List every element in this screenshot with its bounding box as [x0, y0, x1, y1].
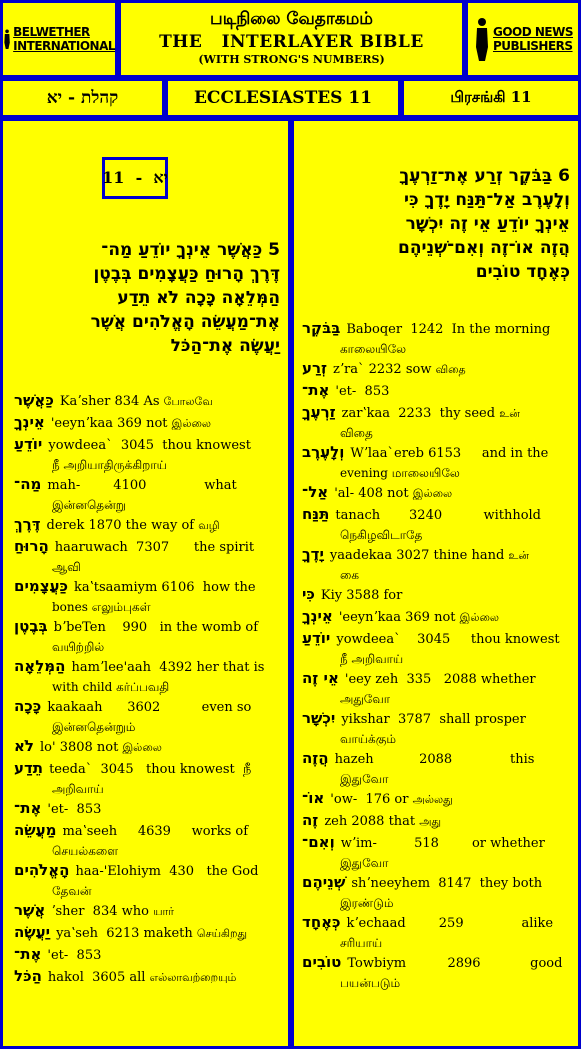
tamil-gloss: அது — [419, 815, 442, 828]
tamil-gloss: இல்லை — [171, 417, 212, 430]
word-entry — [302, 442, 570, 464]
english-reference — [165, 78, 401, 118]
hebrew-word: הַכֹּל — [14, 967, 42, 985]
word-entry — [14, 758, 280, 780]
gloss-text: teeda` 3045 thou knowest நீ — [49, 762, 252, 777]
left-word-list — [14, 390, 280, 988]
hebrew-word: וְאִם־ — [302, 833, 335, 851]
tamil-gloss: அல்லது — [412, 793, 453, 806]
word-entry — [302, 832, 570, 854]
gloss-text: zarʽkaa 2233 thy seed — [341, 406, 496, 421]
verse-line: 6 בַּבֹּקֶר זְרַע אֶת־זַרְעֶךָ — [399, 166, 570, 186]
tamil-gloss: உன் — [508, 549, 530, 562]
gloss-continuation: இன்னதென்றும் — [52, 720, 136, 734]
gloss-text: maʽseeh 4639 works of — [62, 824, 249, 839]
gloss-continuation: நீ அறிவாய் — [340, 652, 404, 666]
gloss-text: hazeh 2088 this — [334, 752, 535, 767]
gloss-text: kʼechaad 259 alike — [346, 916, 554, 931]
gloss-continuation: இதுவோ — [340, 856, 389, 870]
gloss-continuation: நீ அறியாதிருக்கிறாய் — [52, 458, 167, 472]
hebrew-word: זַרְעֶךָ — [302, 403, 336, 421]
gloss-text: yowdeea` 3045 thou knowest — [336, 632, 560, 647]
gloss-continuation: இன்னதென்று — [52, 498, 126, 512]
hebrew-word: יוֹדֵעַ — [302, 629, 331, 647]
word-entry — [302, 402, 570, 424]
chapter-box-text: יא - 11 — [102, 168, 168, 187]
english-reference-text: ECCLESIASTES 11 — [193, 88, 373, 108]
gloss-text: 'ow- 176 or — [330, 792, 409, 807]
hebrew-word: זֶה — [302, 811, 319, 829]
hebrew-word: אֶת־ — [14, 799, 42, 817]
gloss-text: wʼim- 518 or whether — [340, 836, 545, 851]
gloss-text: shʼneeyhem 8147 they both — [351, 876, 543, 891]
gloss-text: haa-'Elohiym 430 the God — [75, 864, 259, 879]
word-entry — [14, 860, 280, 882]
hebrew-word: אֵי זֶה — [302, 669, 339, 687]
word-entry — [302, 872, 570, 894]
gloss-continuation: பயன்படும் — [340, 976, 401, 990]
hebrew-word: מַעֲשֵׂה — [14, 821, 57, 839]
gloss-text: yaʽseh 6213 maketh — [56, 926, 193, 941]
tamil-reference-text: பிரசங்கி 11 — [450, 88, 532, 106]
word-entry — [14, 944, 280, 966]
word-entry — [14, 820, 280, 842]
hebrew-word: אַל־ — [302, 483, 329, 501]
gloss-text: zeh 2088 that — [324, 814, 416, 829]
gloss-continuation: evening மாலையிலே — [340, 466, 460, 480]
gloss-text: 'al- 408 not — [334, 486, 409, 501]
logo-left-line1: BELWETHER — [13, 25, 90, 39]
word-entry — [14, 736, 280, 758]
hebrew-word: הַמְּלֵאָה — [14, 657, 66, 675]
hebrew-word: הָאֱלֹהִים — [14, 861, 70, 879]
gloss-text: yowdeea` 3045 thou knowest — [48, 438, 251, 453]
verse-line: הֲזֶה אוֹ־זֶה וְאִם־שְׁנֵיהֶם — [398, 238, 570, 258]
gloss-continuation: bones எலும்புகள் — [52, 600, 151, 614]
title-subtitle: (WITH STRONG'S NUMBERS) — [198, 53, 385, 66]
word-entry — [302, 358, 570, 380]
gloss-text: lo' 3808 not — [40, 740, 119, 755]
gloss-continuation: வாய்க்கும் — [340, 732, 396, 746]
hebrew-word: אֵינְךָ — [14, 413, 45, 431]
verse-line: כְּאֶחָד טוֹבִים — [475, 262, 570, 282]
verse-line: אֵינְךָ יוֹדֵעַ אֵי זֶה יִכְשָׁר — [405, 214, 570, 234]
gloss-continuation: with child கர்ப்பவதி — [52, 680, 170, 694]
word-entry — [302, 504, 570, 526]
gloss-continuation: அறிவாய் — [52, 782, 104, 796]
gloss-text: Baboqer 1242 In the morning — [346, 322, 551, 337]
word-entry — [14, 616, 280, 638]
hebrew-word: יוֹדֵעַ — [14, 435, 43, 453]
gloss-text: mah- 4100 what — [47, 478, 237, 493]
gloss-text: zʼra` 2232 sow — [333, 362, 432, 377]
logo-right — [465, 0, 581, 78]
word-entry — [302, 606, 570, 628]
word-entry — [302, 708, 570, 730]
word-entry — [14, 434, 280, 456]
gloss-text: 'et- 853 — [47, 948, 102, 963]
title-english: THE INTERLAYER BIBLE — [159, 32, 424, 52]
gloss-text: yikshar 3787 shall prosper — [341, 712, 526, 727]
gloss-continuation: இதுவோ — [340, 772, 389, 786]
gloss-text: 'eeynʼkaa 369 not — [338, 610, 456, 625]
man-figure-icon — [3, 17, 11, 61]
word-entry — [302, 544, 570, 566]
tamil-gloss: விதை — [435, 363, 466, 376]
hebrew-word: תֵדַע — [14, 759, 44, 777]
word-entry — [14, 798, 280, 820]
hebrew-word: כַּאֲשֶׁר — [14, 391, 54, 409]
hebrew-word: לֹא — [14, 737, 34, 755]
word-entry — [14, 536, 280, 558]
logo-left — [0, 0, 118, 78]
hebrew-word: אֶת־ — [14, 945, 42, 963]
gloss-text: 'eey zeh 335 2088 whether — [344, 672, 536, 687]
gloss-text: kaakaah 3602 even so — [47, 700, 252, 715]
hebrew-word: הָרוּחַ — [14, 537, 49, 555]
tamil-gloss: வழி — [198, 519, 220, 532]
gloss-continuation: காலையிலே — [340, 342, 407, 356]
gloss-continuation: சரியாய் — [340, 936, 383, 950]
verse-line: יַעֲשֶׂה אֶת־הַכֹּל — [170, 336, 280, 356]
hebrew-word: אֵינְךָ — [302, 607, 333, 625]
verse-line: דֶּרֶךְ הָרוּחַ כַּעֲצָמִים בְּבֶטֶן — [93, 264, 280, 284]
gloss-text: 'et- 853 — [47, 802, 102, 817]
hebrew-word: טוֹבִים — [302, 953, 342, 971]
hebrew-reference-text: קהלת - יא — [46, 88, 119, 108]
hebrew-word: בַּבֹּקֶר — [302, 319, 341, 337]
hebrew-word: זְרַע — [302, 359, 328, 377]
gloss-text: kaʽtsaamiym 6106 how the — [73, 580, 256, 595]
gloss-continuation: நெகிழவிடாதே — [340, 528, 423, 542]
gloss-continuation: கை — [340, 568, 360, 582]
tamil-gloss: செய்கிறது — [196, 927, 248, 940]
gloss-continuation: வயிற்றில் — [52, 640, 105, 654]
gloss-continuation: செயல்களை — [52, 844, 119, 858]
verse-line: וְלָעֶרֶב אַל־תַּנַּח יָדֶךָ כִּי — [404, 190, 570, 210]
hebrew-word: כָּכָה — [14, 697, 42, 715]
hebrew-word: כִּי — [302, 585, 315, 603]
tamil-gloss: போலவே — [163, 395, 213, 408]
verse-line: אֶת־מַעֲשֵׂה הָאֱלֹהִים אֲשֶׁר — [90, 312, 280, 332]
gloss-text: derek 1870 the way of — [46, 518, 195, 533]
gloss-text: Kiy 3588 for — [320, 588, 403, 603]
word-entry — [14, 576, 280, 598]
chapter-box — [102, 157, 168, 199]
gloss-text: Towbiym 2896 good — [347, 956, 563, 971]
title-block — [118, 0, 465, 78]
logo-right-line2: PUBLISHERS — [492, 39, 573, 53]
word-entry — [14, 474, 280, 496]
hebrew-word: אֶת־ — [302, 381, 330, 399]
logo-right-line1: GOOD NEWS — [492, 25, 573, 39]
hebrew-word: כַּעֲצָמִים — [14, 577, 68, 595]
word-entry — [302, 788, 570, 810]
logo-left-line2: INTERNATIONAL — [13, 39, 115, 53]
gloss-text: 'et- 853 — [335, 384, 390, 399]
gloss-text: bʼbeTen 990 in the womb of — [53, 620, 259, 635]
verse-line: הַמְּלֵאָה כָּכָה לֹא תֵדַע — [117, 288, 280, 308]
gloss-text: haaruwach 7307 the spirit — [54, 540, 255, 555]
word-entry — [302, 380, 570, 402]
right-word-list — [302, 318, 570, 992]
word-entry — [302, 748, 570, 770]
verse-5-hebrew — [14, 238, 280, 358]
gloss-continuation: அதுவோ — [340, 692, 391, 706]
hebrew-word: בְּבֶטֶן — [14, 617, 48, 635]
hebrew-word: כְּאֶחָד — [302, 913, 341, 931]
word-entry — [302, 952, 570, 974]
gloss-text: tanach 3240 withhold — [335, 508, 542, 523]
word-entry — [14, 656, 280, 678]
tamil-gloss: யார் — [153, 905, 175, 918]
hebrew-word: הֲזֶה — [302, 749, 329, 767]
hebrew-word: יַעֲשֶׂה — [14, 923, 51, 941]
tamil-gloss: இல்லை — [459, 611, 500, 624]
word-entry — [302, 584, 570, 606]
hebrew-word: יִכְשָׁר — [302, 709, 336, 727]
gloss-text: Wʼlaa`ereb 6153 and in the — [350, 446, 549, 461]
hebrew-word: אוֹ־ — [302, 789, 325, 807]
verse-line: 5 כַּאֲשֶׁר אֵינְךָ יוֹדֵעַ מַה־ — [101, 240, 280, 260]
gloss-text: Kaʼsher 834 As — [59, 394, 160, 409]
tamil-gloss: இல்லை — [412, 487, 453, 500]
word-entry — [302, 482, 570, 504]
hebrew-word: שְׁנֵיהֶם — [302, 873, 346, 891]
gloss-text: hakol 3605 all — [47, 970, 146, 985]
hebrew-word: יָדֶךָ — [302, 545, 324, 563]
gloss-continuation: ஆவி — [52, 560, 81, 574]
word-entry — [14, 412, 280, 434]
gloss-continuation: விதை — [340, 426, 373, 440]
gloss-continuation: இரண்டும் — [340, 896, 394, 910]
word-entry — [302, 668, 570, 690]
hebrew-word: אֲשֶׁר — [14, 901, 46, 919]
tamil-reference — [401, 78, 581, 118]
hebrew-word: וְלָעֶרֶב — [302, 443, 345, 461]
hebrew-reference — [0, 78, 165, 118]
word-entry — [302, 810, 570, 832]
gloss-text: ʼsher 834 who — [51, 904, 149, 919]
gloss-text: 'eeynʼkaa 369 not — [50, 416, 168, 431]
word-entry — [14, 696, 280, 718]
gloss-text: yaadekaa 3027 thine hand — [329, 548, 505, 563]
tamil-gloss: எல்லாவற்றையும் — [149, 971, 237, 984]
verse-6-hebrew — [302, 164, 570, 284]
word-entry — [14, 514, 280, 536]
word-entry — [302, 912, 570, 934]
word-entry — [14, 922, 280, 944]
hebrew-word: דֶּרֶךְ — [14, 515, 41, 533]
title-tamil: படிநிலை வேதாகமம் — [210, 9, 373, 29]
hebrew-word: תַּנַּח — [302, 505, 330, 523]
gloss-text: hamʼlee'aah 4392 her that is — [71, 660, 265, 675]
word-entry — [14, 390, 280, 412]
word-entry — [302, 318, 570, 340]
word-entry — [14, 900, 280, 922]
man-figure-icon — [473, 17, 491, 61]
tamil-gloss: உன் — [499, 407, 520, 420]
hebrew-word: מַה־ — [14, 475, 42, 493]
word-entry — [14, 966, 280, 988]
gloss-continuation: தேவன் — [52, 884, 92, 898]
tamil-gloss: இல்லை — [122, 741, 162, 754]
word-entry — [302, 628, 570, 650]
